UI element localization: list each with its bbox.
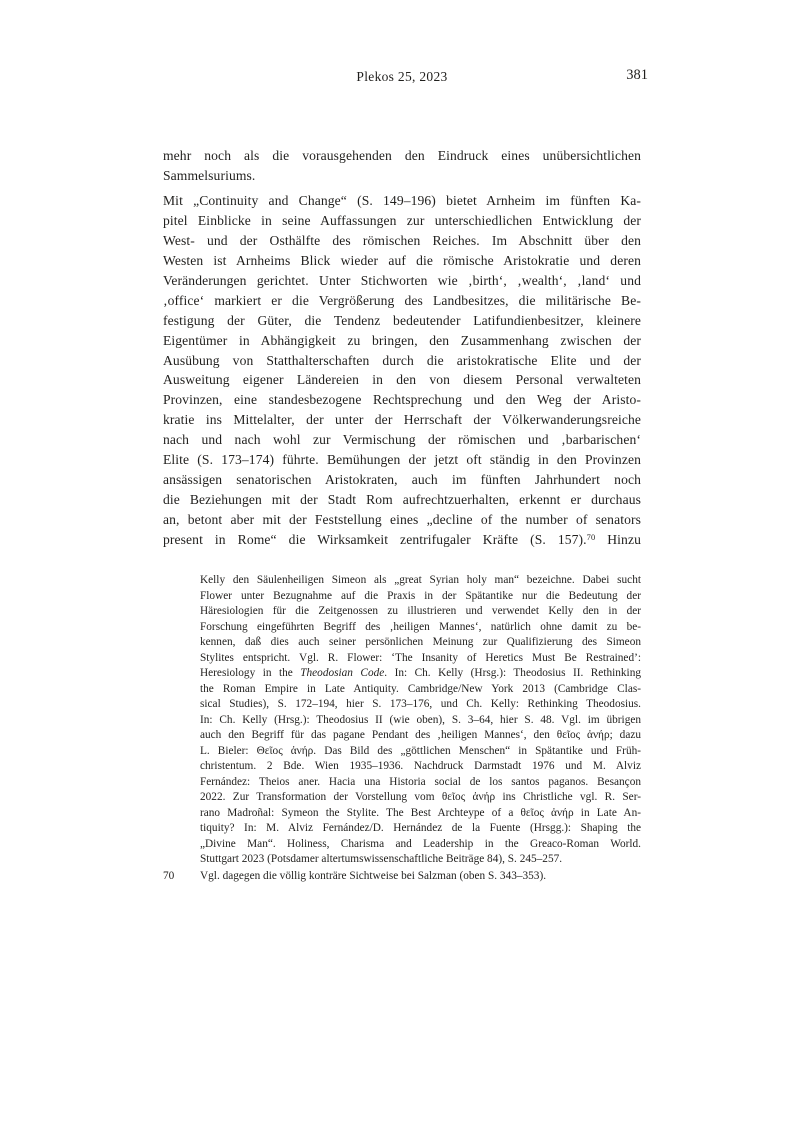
text-line: „Divine Man“. Holiness, Charisma and Leadership in the Greaco-Roman World.	[200, 837, 641, 850]
text-line: rano Madroñal: Symeon the Stylite. The Best Archteype of a θεῖος ἀνήρ in Late An-	[200, 806, 641, 819]
text-line: Veränderungen gerichtet. Unter Stichworten wie ‚birth‘, ‚wealth‘, ‚land‘ und	[163, 272, 641, 288]
footnote-continuation	[200, 573, 641, 868]
text-line: tiquity? In: M. Alviz Fernández/D. Hernández de la Fuente (Hrsgg.): Shaping the	[200, 822, 641, 834]
text-line: L. Bieler: Θεῖος ἀνήρ. Das Bild des „göttlichen Menschen“ in Spätantike und Früh-	[200, 744, 641, 757]
text-line: West- und der Osthälfte des römischen Reiches. Im Abschnitt über den	[163, 233, 641, 249]
paragraph-1	[163, 146, 641, 186]
text-line: Kelly den Säulenheiligen Simeon als „great Syrian holy man“ bezeichne. Dabei sucht	[200, 574, 641, 586]
text-line: Sammelsuriums.	[163, 167, 256, 183]
text-line: pitel Einblicke in seine Auffassungen zur unterschiedlichen Entwicklung der	[163, 213, 641, 229]
text-line: kratie ins Mittelalter, der unter der Herrschaft der Völkerwanderungsreiche	[163, 412, 641, 428]
text-line: Stylites entspricht. Vgl. R. Flower: ‘The Insanity of Heretics Must Be Restrained’:	[200, 651, 641, 664]
running-header	[163, 67, 648, 85]
text-line: Häresiologien für die Zeitgenossen zu illustrieren und verwendet Kelly den in der	[200, 605, 641, 617]
text-line: mehr noch als die vorausgehenden den Eindruck eines unübersichtlichen	[163, 148, 641, 163]
text-line: present in Rome“ die Wirksamkeit zentrifugaler Kräfte (S. 157).$^{70}$ Hinzu	[163, 531, 641, 547]
text-line: Mit „Continuity and Change“ (S. 149–196) bietet Arnheim im fünften Ka-	[163, 193, 641, 209]
text-line: Vgl. dagegen die völlig konträre Sichtweise bei Salzman (oben S. 343–353).	[200, 870, 547, 882]
text-line: Westen ist Arnheims Blick wieder auf die römische Aristokratie und deren	[163, 253, 641, 269]
text-line: Ausweitung eigener Ländereien in den von diesem Personal verwalteten	[163, 372, 641, 388]
text-line: Fernández: Theios aner. Hacia una Historia social de los santos paganos. Besançon	[200, 775, 641, 788]
journal-title: Plekos 25, 2023	[356, 69, 448, 84]
text-line: Stuttgart 2023 (Potsdamer altertumswissenschaftliche Beiträge 84), S. 245–257.	[200, 853, 563, 865]
text-line: die Beziehungen mit der Stadt Rom aufrechtzuerhalten, erkennt er durchaus	[163, 491, 641, 507]
text-line: christentum. 2 Bde. Wien 1935–1936. Nachdruck Darmstadt 1976 und M. Alviz	[200, 760, 641, 772]
text-line: In: Ch. Kelly (Hrsg.): Theodosius II (wie oben), S. 3–64, hier S. 48. Vgl. im übrigen	[200, 713, 641, 726]
text-line: sical Studies), S. 172–194, hier S. 173–176, und Ch. Kelly: Rethinking Theodosius.	[200, 698, 641, 710]
footnote-70	[163, 869, 641, 885]
footnote-text	[200, 869, 641, 885]
text-line: Eigentümer in Abhängigkeit zu bringen, den Zusammenhang zwischen der	[163, 332, 641, 348]
text-line: Flower unter Bezugnahme auf die Praxis in der Spätantike nur die Bedeutung der	[200, 589, 641, 602]
page-number: 381	[626, 67, 648, 83]
text-line: Elite (S. 173–174) führte. Bemühungen der jetzt oft ständig in den Provinzen	[163, 452, 641, 468]
text-line: ‚office‘ markiert er die Vergrößerung des Landbesitzes, die militärische Be-	[163, 292, 641, 308]
text-line: Heresiology in the Theodosian Code. In: Ch. Kelly (Hrsg.): Theodosius II. Rethinking	[200, 667, 641, 679]
paragraph-2	[163, 191, 641, 549]
text-line: 2022. Zur Transformation der Vorstellung vom θεῖος ἀνήρ ins Christliche vgl. R. Ser-	[200, 791, 641, 803]
footnote-number: 70	[163, 870, 175, 882]
text-line: nach und nach wohl zur Vermischung der römischen und ‚barbarischen‘	[163, 432, 641, 448]
text-line: Provinzen, eine standesbezogene Rechtsprechung und den Weg der Aristo-	[163, 392, 641, 408]
text-line: Ausübung von Statthalterschaften durch die aristokratische Elite und der	[163, 352, 641, 368]
text-line: an, betont aber mit der Feststellung eines „decline of the number of senators	[163, 511, 641, 527]
text-line: the Roman Empire in Late Antiquity. Cambridge/New York 2013 (Cambridge Clas-	[200, 682, 641, 695]
text-line: ansässigen senatorischen Aristokraten, auch im fünften Jahrhundert noch	[163, 472, 641, 487]
main-text	[163, 146, 641, 550]
text-line: kennen, daß dies auch seiner persönlichen Meinung zur Qualifizierung des Simeon	[200, 636, 641, 648]
text-line: Forschung eingeführten Begriff des ‚heiligen Mannes‘, natürlich ohne damit zu be-	[200, 620, 641, 633]
text-line: festigung der Güter, die Tendenz bedeutender Latifundienbesitzer, kleinere	[163, 312, 641, 328]
text-line: auch den Begriff für das pagane Pendant des ‚heiligen Mannes‘, den θεῖος ἀνήρ; dazu	[200, 729, 641, 741]
